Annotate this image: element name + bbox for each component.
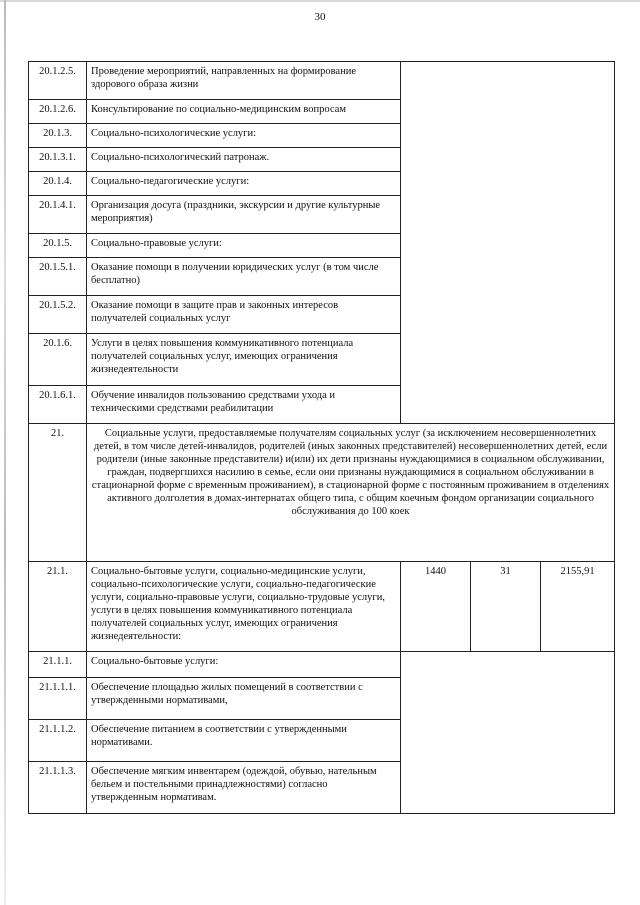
- scan-left-edge: [4, 0, 6, 905]
- summary-value-2: 31: [471, 562, 541, 652]
- row-code: 20.1.5.: [29, 234, 87, 258]
- row-code: 20.1.3.: [29, 124, 87, 148]
- row-text: Социально-психологические услуги:: [87, 124, 401, 148]
- row-text: Социально-бытовые услуги:: [87, 652, 401, 678]
- empty-values-cell: [401, 652, 615, 814]
- row-code: 20.1.6.: [29, 334, 87, 386]
- row-code: 20.1.4.: [29, 172, 87, 196]
- row-code: 20.1.2.5.: [29, 62, 87, 100]
- row-text: Обеспечение мягким инвентарем (одеждой, обувью, нательным бельем и постельными принадлежностями) согласно утвержденным нормативам.: [87, 762, 401, 814]
- row-code: 20.1.5.2.: [29, 296, 87, 334]
- scan-top-edge: [0, 0, 640, 2]
- row-code: 21.1.1.3.: [29, 762, 87, 814]
- row-text: Консультирование по социально-медицинским вопросам: [87, 100, 401, 124]
- section-code: 21.: [29, 424, 87, 562]
- table-row: [29, 652, 615, 678]
- row-code: 21.1.1.: [29, 652, 87, 678]
- summary-text: Социально-бытовые услуги, социально-медицинские услуги, социально-психологические услуги, социально-педагогические услуги, социально-правовые услуги, социально-трудовые услуги, услуги в целях повышения коммуникативного потенциала получателей социальных услуг, имеющих ограничения жизнедеятельности:: [87, 562, 401, 652]
- row-code: 20.1.6.1.: [29, 386, 87, 424]
- section-row: [29, 424, 615, 562]
- summary-value-1: 1440: [401, 562, 471, 652]
- row-text: Социально-педагогические услуги:: [87, 172, 401, 196]
- row-text: Проведение мероприятий, направленных на формирование здорового образа жизни: [87, 62, 401, 100]
- row-text: Оказание помощи в получении юридических услуг (в том числе бесплатно): [87, 258, 401, 296]
- row-text: Обучение инвалидов пользованию средствами ухода и техническими средствами реабилитации: [87, 386, 401, 424]
- services-table: [28, 61, 615, 814]
- row-text: Услуги в целях повышения коммуникативного потенциала получателей социальных услуг, имеющих ограничения жизнедеятельности: [87, 334, 401, 386]
- row-code: 20.1.3.1.: [29, 148, 87, 172]
- summary-value-3: 2155,91: [541, 562, 615, 652]
- table-row: [29, 62, 615, 100]
- row-text: Оказание помощи в защите прав и законных интересов получателей социальных услуг: [87, 296, 401, 334]
- row-text: Обеспечение площадью жилых помещений в соответствии с утвержденными нормативами,: [87, 678, 401, 720]
- row-code: 21.1.1.1.: [29, 678, 87, 720]
- summary-row: [29, 562, 615, 652]
- row-code: 21.1.1.2.: [29, 720, 87, 762]
- row-code: 20.1.2.6.: [29, 100, 87, 124]
- row-code: 20.1.4.1.: [29, 196, 87, 234]
- summary-code: 21.1.: [29, 562, 87, 652]
- row-text: Социально-правовые услуги:: [87, 234, 401, 258]
- page-number: 30: [314, 11, 326, 23]
- row-text: Социально-психологический патронаж.: [87, 148, 401, 172]
- section-heading: Социальные услуги, предоставляемые получателям социальных услуг (за исключением несовершеннолетних детей, в том числе детей-инвалидов, родителей (иных законных представителей) несовершеннолетних детей, если родители (иные законные представители) и(или) их дети признаны нуждающимися в социальном обслуживании, граждан, подвергшихся насилию в семье, если они признаны нуждающимися в социальном обслуживании в стационарной форме с временным проживанием), в стационарной форме с постоянным проживанием в отделениях активного долголетия в домах-интернатах общего типа, с общим коечным фондом организации социального обслуживания до 100 коек: [87, 424, 615, 562]
- row-text: Организация досуга (праздники, экскурсии и другие культурные мероприятия): [87, 196, 401, 234]
- empty-values-cell: [401, 62, 615, 424]
- row-text: Обеспечение питанием в соответствии с утвержденными нормативами.: [87, 720, 401, 762]
- row-code: 20.1.5.1.: [29, 258, 87, 296]
